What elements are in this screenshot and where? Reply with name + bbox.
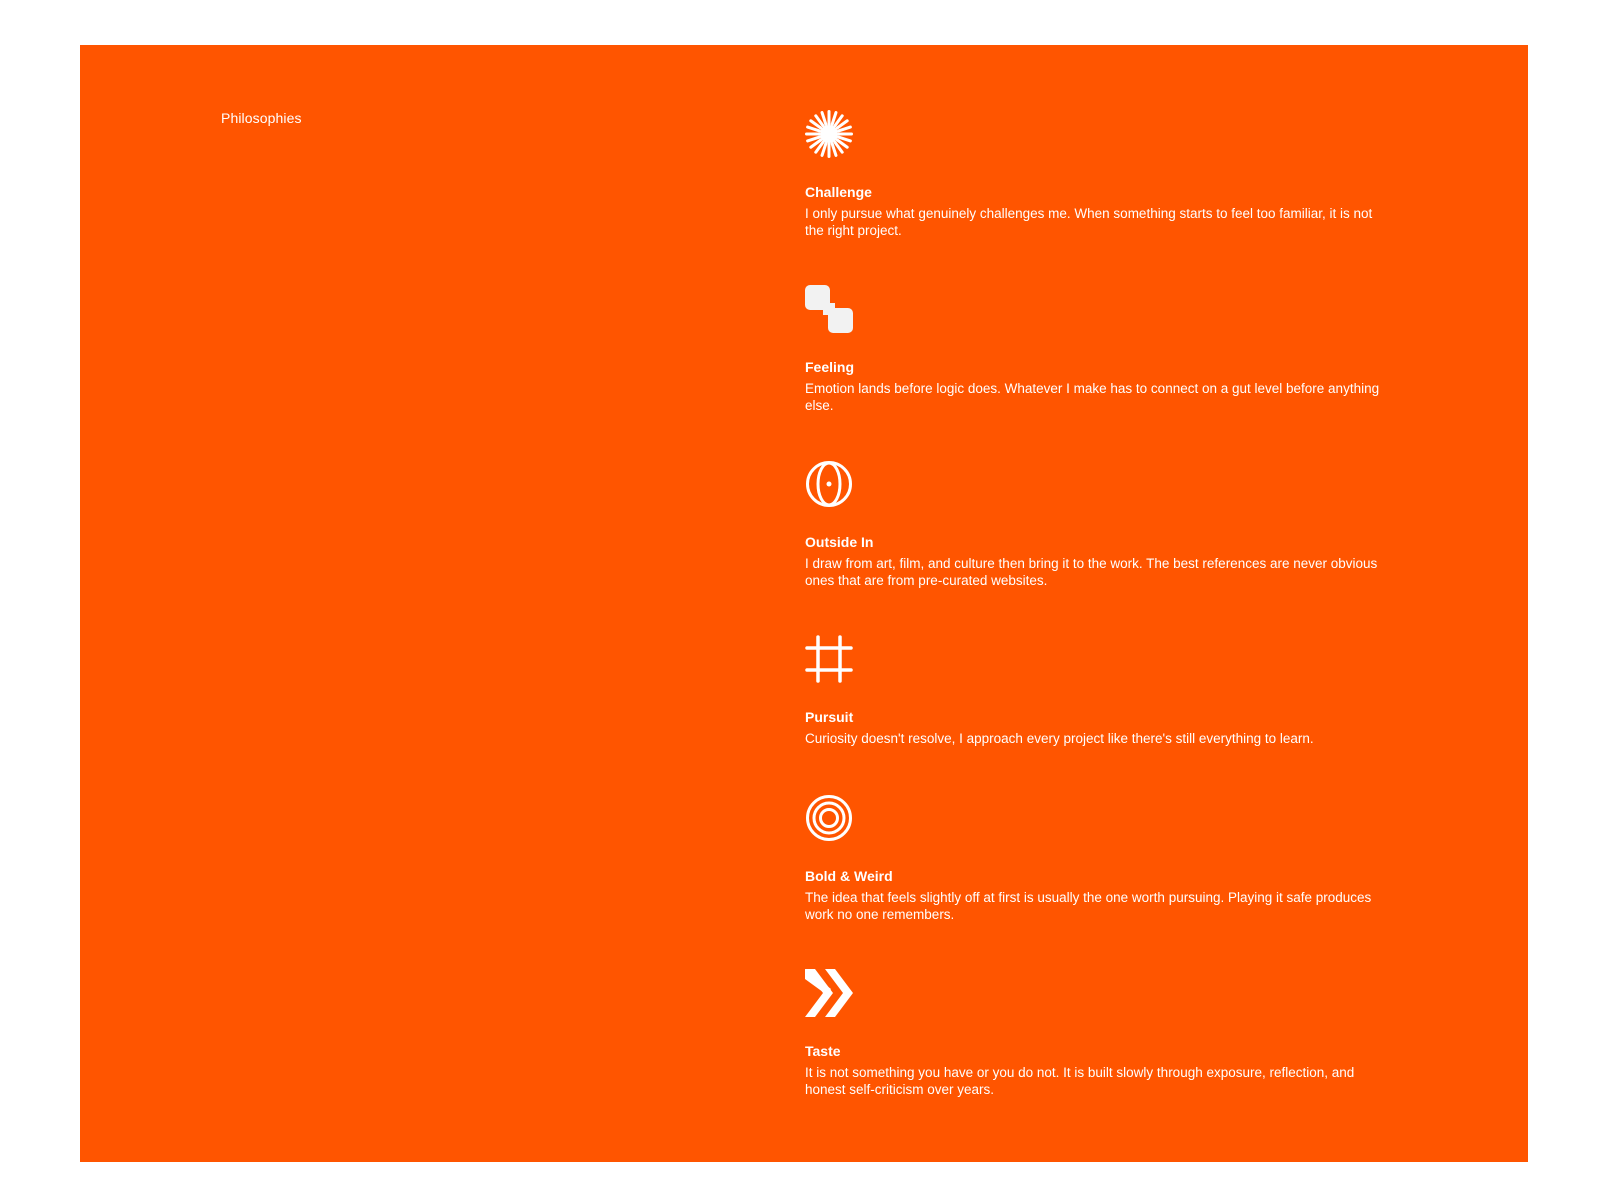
concentric-circles-icon [805,794,853,842]
philosophy-description: It is not something you have or you do not. It is built slowly through exposure, reflection, and honest self-criticism over years. [805,1065,1355,1097]
starburst-icon [805,110,853,158]
philosophy-item-challenge [805,110,1405,239]
philosophy-description: Emotion lands before logic does. Whatever I make has to connect on a gut level before anything else. [805,381,1380,413]
philosophy-item-feeling [805,285,1405,414]
philosophy-title: Challenge [805,184,872,200]
section-label: Philosophies [221,110,302,126]
globe-eye-icon [805,460,853,508]
grid-hash-icon [805,635,853,683]
philosophy-item-taste [805,969,1405,1098]
philosophy-description: I only pursue what genuinely challenges me. When something starts to feel too familiar, it is not the right project. [805,206,1373,238]
philosophies-panel [80,45,1528,1162]
two-squares-icon [805,285,853,333]
philosophy-title: Taste [805,1043,841,1059]
double-chevron-icon [805,969,853,1017]
philosophy-item-bold-weird [805,794,1405,923]
philosophy-title: Bold & Weird [805,868,893,884]
philosophy-description: Curiosity doesn't resolve, I approach every project like there's still everything to learn. [805,731,1314,746]
philosophy-title: Pursuit [805,709,854,725]
philosophy-description: I draw from art, film, and culture then bring it to the work. The best references are never obvious ones that are from pre-curated websites. [805,556,1378,588]
philosophy-title: Feeling [805,359,855,375]
philosophy-title: Outside In [805,534,874,550]
philosophy-item-pursuit [805,635,1405,747]
philosophy-item-outside-in [805,460,1405,589]
philosophy-description: The idea that feels slightly off at first is usually the one worth pursuing. Playing it safe produces work no one remembers. [805,890,1372,922]
